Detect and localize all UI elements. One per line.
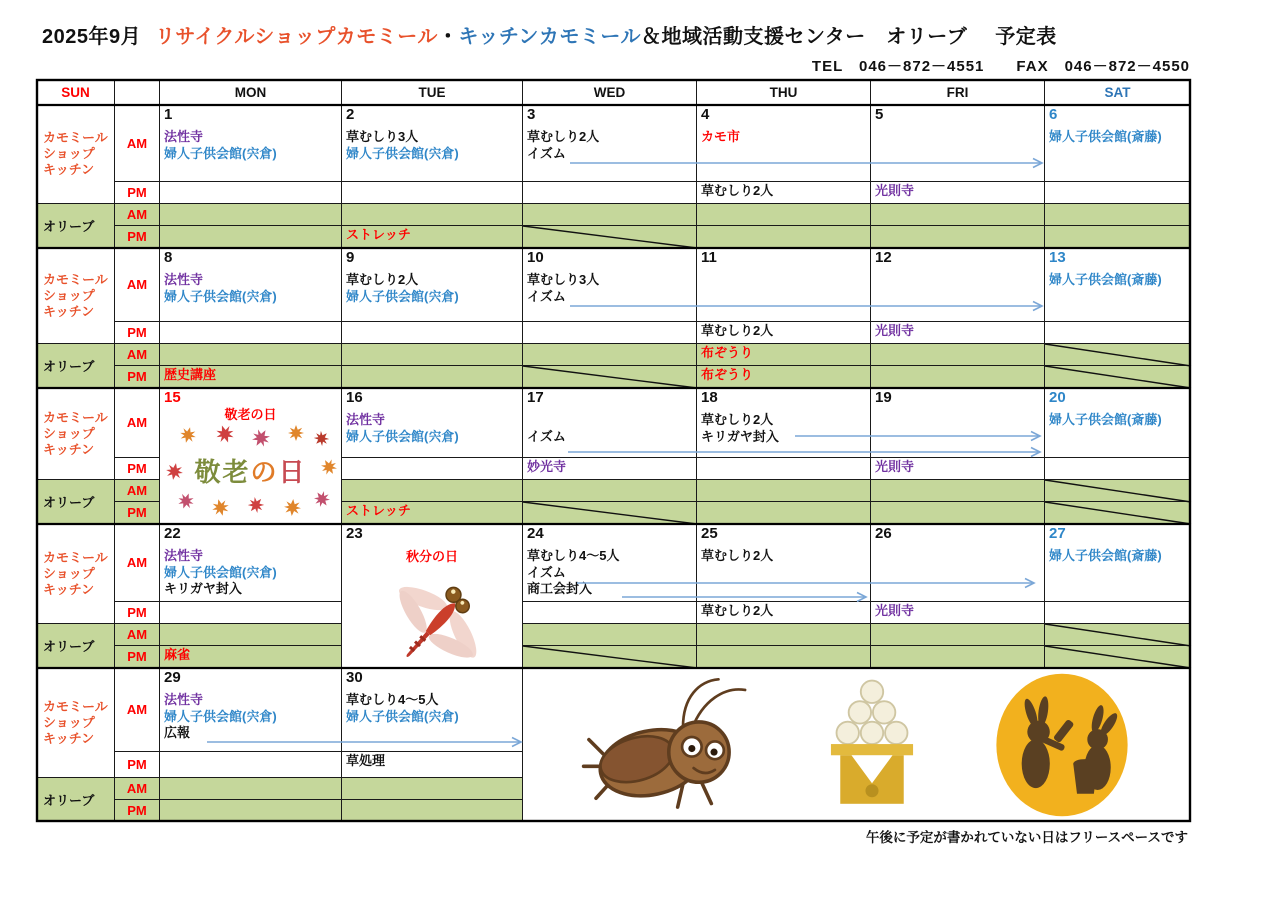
- olive-am-cell: [1045, 344, 1191, 366]
- footer-note: 午後に予定が書かれていない日はフリースペースです: [865, 830, 1188, 845]
- schedule-entry: 草むしり3人: [527, 272, 600, 287]
- day-am-cell: [342, 388, 523, 458]
- date-number: 12: [875, 249, 892, 266]
- schedule-entry: ストレッチ: [346, 227, 411, 242]
- day-pm-cell: [342, 322, 523, 344]
- olive-pm-label: PM: [115, 226, 160, 248]
- olive-pm-cell: [1045, 366, 1191, 388]
- weekday-header-sat: SAT: [1045, 79, 1191, 105]
- moon-rabbits-illustration: [987, 670, 1137, 820]
- olive-am-cell: [523, 344, 697, 366]
- olive-pm-label: PM: [115, 646, 160, 668]
- weekday-header-ampm: [115, 79, 160, 105]
- olive-pm-cell: [697, 502, 871, 524]
- schedule-entry: 婦人子供会館(斎藤): [1049, 548, 1162, 563]
- date-number: 23: [346, 525, 363, 542]
- day-pm-cell: [160, 602, 342, 624]
- day-am-cell: [697, 105, 871, 182]
- day-pm-cell: [1045, 458, 1191, 480]
- day-pm-cell: [342, 752, 523, 778]
- maple-leaf-icon: [314, 431, 329, 446]
- date-number: 24: [527, 525, 544, 542]
- olive-pm-cell: [697, 226, 871, 248]
- schedule-entry: 草むしり2人: [701, 323, 774, 338]
- day-pm-cell: [342, 182, 523, 204]
- title-separator: ・: [437, 26, 459, 48]
- maple-leaf-icon: [212, 499, 229, 516]
- day-pm-cell: [1045, 182, 1191, 204]
- pm-label: PM: [115, 458, 160, 480]
- title-rest: ＆地域活動支援センター オリーブ: [641, 26, 968, 48]
- date-number: 18: [701, 389, 718, 406]
- schedule-entry: 婦人子供会館(宍倉): [346, 428, 459, 444]
- maple-leaf-icon: [248, 497, 264, 513]
- schedule-entry: 草むしり4～5人: [346, 692, 439, 707]
- weekday-header-thu: THU: [697, 79, 871, 105]
- keirou-day-cell: [160, 388, 342, 524]
- day-pm-cell: [697, 458, 871, 480]
- keirou-caption: 敬老の日: [224, 407, 277, 422]
- schedule-entry: 草むしり2人: [346, 272, 419, 287]
- olive-am-label: AM: [115, 204, 160, 226]
- olive-pm-cell: [1045, 646, 1191, 668]
- title-date: 2025年9月: [42, 26, 142, 48]
- olive-am-cell: [697, 624, 871, 646]
- olive-pm-label: PM: [115, 800, 160, 822]
- day-am-cell: [697, 248, 871, 322]
- day-pm-cell: [1045, 322, 1191, 344]
- chamomile-row-label: [36, 388, 115, 480]
- schedule-entry: 布ぞうり: [701, 345, 754, 360]
- schedule-entry: 草むしり4～5人: [527, 548, 620, 563]
- olive-pm-cell: [697, 366, 871, 388]
- olive-am-cell: [871, 624, 1045, 646]
- day-pm-cell: [1045, 602, 1191, 624]
- olive-pm-cell: [160, 800, 342, 822]
- schedule-entry: 商工会封入: [527, 581, 593, 596]
- day-am-cell: [1045, 248, 1191, 322]
- date-number: 26: [875, 525, 892, 542]
- schedule-entry: 法性寺: [164, 548, 204, 563]
- chamomile-label-line: ショップ: [43, 714, 95, 730]
- date-number: 5: [875, 106, 884, 123]
- olive-am-cell: [342, 204, 523, 226]
- day-pm-cell: [523, 458, 697, 480]
- schedule-entry: 婦人子供会館(宍倉): [346, 145, 459, 161]
- schedule-entry: ストレッチ: [346, 503, 411, 518]
- olive-row-label: オリーブ: [36, 778, 115, 822]
- olive-pm-cell: [871, 502, 1045, 524]
- day-am-cell: [342, 105, 523, 182]
- chamomile-row-label: [36, 105, 115, 204]
- day-pm-cell: [871, 182, 1045, 204]
- date-number: 8: [164, 249, 173, 266]
- am-label: AM: [115, 388, 160, 458]
- am-label: AM: [115, 105, 160, 182]
- schedule-entry: 婦人子供会館(宍倉): [164, 288, 277, 304]
- day-am-cell: [1045, 388, 1191, 458]
- schedule-entry: キリガヤ封入: [164, 581, 242, 596]
- olive-pm-cell: [523, 366, 697, 388]
- olive-am-cell: [1045, 624, 1191, 646]
- schedule-entry: 法性寺: [346, 412, 386, 427]
- olive-pm-cell: [697, 646, 871, 668]
- olive-row-label: オリーブ: [36, 480, 115, 524]
- day-am-cell: [871, 105, 1045, 182]
- day-am-cell: [160, 668, 342, 752]
- olive-pm-cell: [342, 226, 523, 248]
- chamomile-label-line: ショップ: [43, 565, 95, 581]
- date-number: 2: [346, 106, 355, 123]
- olive-am-cell: [523, 480, 697, 502]
- schedule-entry: 麻雀: [164, 647, 191, 662]
- pm-label: PM: [115, 182, 160, 204]
- date-number: 1: [164, 106, 173, 123]
- olive-am-cell: [342, 344, 523, 366]
- schedule-entry: 婦人子供会館(宍倉): [164, 564, 277, 580]
- schedule-entry: 草むしり2人: [701, 603, 774, 618]
- olive-pm-cell: [1045, 502, 1191, 524]
- day-pm-cell: [523, 182, 697, 204]
- schedule-entry: 婦人子供会館(宍倉): [164, 708, 277, 724]
- chamomile-label-line: キッチン: [43, 581, 95, 597]
- schedule-entry: 歴史講座: [164, 367, 217, 382]
- olive-pm-cell: [871, 646, 1045, 668]
- day-pm-cell: [871, 458, 1045, 480]
- date-number: 15: [164, 389, 181, 406]
- schedule-entry: 草むしり2人: [701, 412, 774, 427]
- schedule-entry: 草むしり2人: [701, 183, 774, 198]
- date-number: 13: [1049, 249, 1066, 266]
- date-number: 10: [527, 249, 544, 266]
- day-pm-cell: [523, 322, 697, 344]
- date-number: 16: [346, 389, 363, 406]
- shubun-caption: 秋分の日: [405, 549, 458, 564]
- day-pm-cell: [871, 602, 1045, 624]
- keirou-art-text: 敬老の日: [194, 457, 307, 487]
- olive-am-label: AM: [115, 778, 160, 800]
- pm-label: PM: [115, 322, 160, 344]
- day-am-cell: [697, 524, 871, 602]
- schedule-entry: 婦人子供会館(斎藤): [1049, 272, 1162, 287]
- schedule-entry: 草むしり2人: [701, 548, 774, 563]
- schedule-entry: 法性寺: [164, 692, 204, 707]
- olive-pm-label: PM: [115, 502, 160, 524]
- cricket-illustration: [577, 674, 757, 816]
- weekday-header-tue: TUE: [342, 79, 523, 105]
- olive-pm-cell: [160, 366, 342, 388]
- chamomile-label-line: カモミール: [43, 130, 108, 145]
- autumn-illustrations-area: [523, 668, 1191, 822]
- am-label: AM: [115, 524, 160, 602]
- date-number: 20: [1049, 389, 1066, 406]
- olive-am-cell: [523, 624, 697, 646]
- maple-leaf-icon: [314, 491, 330, 507]
- schedule-entry: 婦人子供会館(斎藤): [1049, 412, 1162, 427]
- schedule-entry: イズム: [527, 428, 566, 444]
- date-number: 27: [1049, 525, 1066, 542]
- chamomile-label-line: カモミール: [43, 271, 108, 287]
- day-pm-cell: [160, 322, 342, 344]
- schedule-entry: 婦人子供会館(宍倉): [164, 145, 277, 161]
- chamomile-row-label: [36, 668, 115, 778]
- olive-pm-cell: [342, 366, 523, 388]
- schedule-entry: 光則寺: [875, 323, 915, 338]
- schedule-entry: 法性寺: [164, 129, 204, 144]
- olive-row-label: オリーブ: [36, 624, 115, 668]
- keirou-illustration: [164, 425, 337, 521]
- maple-leaf-icon: [284, 499, 301, 516]
- schedule-entry: 婦人子供会館(斎藤): [1049, 129, 1162, 144]
- title-suffix: 予定表: [995, 26, 1057, 48]
- olive-pm-cell: [523, 646, 697, 668]
- day-am-cell: [1045, 105, 1191, 182]
- date-number: 17: [527, 389, 544, 406]
- schedule-entry: 光則寺: [875, 183, 915, 198]
- schedule-entry: 婦人子供会館(宍倉): [346, 288, 459, 304]
- olive-am-cell: [160, 344, 342, 366]
- date-number: 30: [346, 669, 363, 686]
- olive-pm-cell: [160, 646, 342, 668]
- day-am-cell: [160, 105, 342, 182]
- chamomile-label-line: カモミール: [43, 409, 108, 425]
- olive-am-cell: [160, 204, 342, 226]
- day-am-cell: [342, 248, 523, 322]
- olive-pm-cell: [1045, 226, 1191, 248]
- day-pm-cell: [697, 322, 871, 344]
- day-am-cell: [1045, 524, 1191, 602]
- weekday-header-fri: FRI: [871, 79, 1045, 105]
- chamomile-label-line: キッチン: [43, 730, 95, 746]
- olive-am-cell: [871, 204, 1045, 226]
- olive-am-cell: [342, 480, 523, 502]
- day-am-cell: [342, 668, 523, 752]
- olive-am-label: AM: [115, 624, 160, 646]
- day-pm-cell: [160, 752, 342, 778]
- schedule-entry: イズム: [527, 564, 566, 580]
- date-number: 19: [875, 389, 892, 406]
- maple-leaf-icon: [216, 425, 234, 443]
- chamomile-label-line: ショップ: [43, 425, 95, 441]
- day-am-cell: [523, 388, 697, 458]
- day-am-cell: [523, 105, 697, 182]
- olive-pm-cell: [523, 226, 697, 248]
- day-pm-cell: [697, 182, 871, 204]
- olive-am-label: AM: [115, 344, 160, 366]
- olive-pm-cell: [160, 226, 342, 248]
- olive-am-cell: [871, 480, 1045, 502]
- schedule-entry: 布ぞうり: [701, 367, 754, 382]
- date-number: 4: [701, 106, 710, 123]
- day-pm-cell: [160, 182, 342, 204]
- day-pm-cell: [342, 458, 523, 480]
- date-number: 25: [701, 525, 718, 542]
- chamomile-label-line: キッチン: [43, 441, 95, 457]
- olive-pm-label: PM: [115, 366, 160, 388]
- chamomile-label-line: ショップ: [43, 146, 95, 161]
- schedule-entry: 草むしり3人: [346, 129, 419, 144]
- chamomile-label-line: カモミール: [43, 698, 108, 714]
- chamomile-label-line: キッチン: [43, 162, 95, 177]
- shubun-day-cell: [342, 524, 523, 668]
- maple-leaf-icon: [178, 493, 194, 509]
- olive-am-cell: [697, 344, 871, 366]
- date-number: 3: [527, 106, 536, 123]
- day-am-cell: [871, 524, 1045, 602]
- olive-am-label: AM: [115, 480, 160, 502]
- schedule-entry: 法性寺: [164, 272, 204, 287]
- day-am-cell: [697, 388, 871, 458]
- olive-am-cell: [1045, 480, 1191, 502]
- olive-am-cell: [160, 624, 342, 646]
- title-shop1: リサイクルショップカモミール: [155, 26, 438, 48]
- pm-label: PM: [115, 752, 160, 778]
- weekday-header-wed: WED: [523, 79, 697, 105]
- schedule-entry: キリガヤ封入: [701, 428, 779, 444]
- title-shop2: キッチンカモミール: [458, 26, 642, 48]
- schedule-entry: 婦人子供会館(宍倉): [346, 708, 459, 724]
- date-number: 11: [701, 249, 717, 266]
- schedule-entry: イズム: [527, 145, 566, 161]
- olive-pm-cell: [523, 502, 697, 524]
- olive-am-cell: [697, 480, 871, 502]
- chamomile-row-label: [36, 248, 115, 344]
- day-am-cell: [523, 524, 697, 602]
- day-am-cell: [871, 388, 1045, 458]
- day-am-cell: [523, 248, 697, 322]
- pm-label: PM: [115, 602, 160, 624]
- date-number: 22: [164, 525, 181, 542]
- chamomile-label-line: キッチン: [43, 303, 95, 319]
- schedule-entry: 草処理: [346, 753, 386, 768]
- schedule-entry: 光則寺: [875, 603, 915, 618]
- am-label: AM: [115, 248, 160, 322]
- contact-phone-fax: TEL 046－872－4551 FAX 046－872－4550: [811, 58, 1190, 75]
- day-am-cell: [160, 248, 342, 322]
- olive-row-label: オリーブ: [36, 344, 115, 388]
- olive-pm-cell: [342, 502, 523, 524]
- day-am-cell: [160, 524, 342, 602]
- schedule-entry: 広報: [164, 725, 191, 740]
- tsukimi-dango-illustration: [816, 674, 928, 816]
- day-pm-cell: [523, 602, 697, 624]
- weekday-header-sun: SUN: [36, 79, 115, 105]
- olive-row-label: オリーブ: [36, 204, 115, 248]
- olive-pm-cell: [342, 800, 523, 822]
- day-pm-cell: [697, 602, 871, 624]
- olive-am-cell: [342, 778, 523, 800]
- schedule-entry: 妙光寺: [527, 459, 567, 474]
- date-number: 6: [1049, 106, 1058, 123]
- olive-pm-cell: [871, 366, 1045, 388]
- dragonfly-icon: [368, 569, 496, 668]
- olive-am-cell: [523, 204, 697, 226]
- schedule-entry: イズム: [527, 288, 566, 304]
- olive-am-cell: [1045, 204, 1191, 226]
- olive-am-cell: [697, 204, 871, 226]
- chamomile-label-line: ショップ: [43, 287, 95, 303]
- chamomile-label-line: カモミール: [43, 549, 108, 565]
- schedule-entry: 光則寺: [875, 459, 915, 474]
- olive-am-cell: [871, 344, 1045, 366]
- maple-leaf-icon: [252, 429, 270, 447]
- weekday-header-mon: MON: [160, 79, 342, 105]
- olive-am-cell: [160, 778, 342, 800]
- schedule-entry: カモ市: [701, 129, 741, 144]
- day-am-cell: [871, 248, 1045, 322]
- date-number: 9: [346, 249, 355, 266]
- olive-pm-cell: [871, 226, 1045, 248]
- schedule-entry: 草むしり2人: [527, 129, 600, 144]
- schedule-entry: [527, 412, 692, 429]
- am-label: AM: [115, 668, 160, 752]
- chamomile-row-label: [36, 524, 115, 624]
- day-pm-cell: [871, 322, 1045, 344]
- maple-leaf-icon: [180, 427, 196, 443]
- maple-leaf-icon: [288, 425, 304, 441]
- date-number: 29: [164, 669, 181, 686]
